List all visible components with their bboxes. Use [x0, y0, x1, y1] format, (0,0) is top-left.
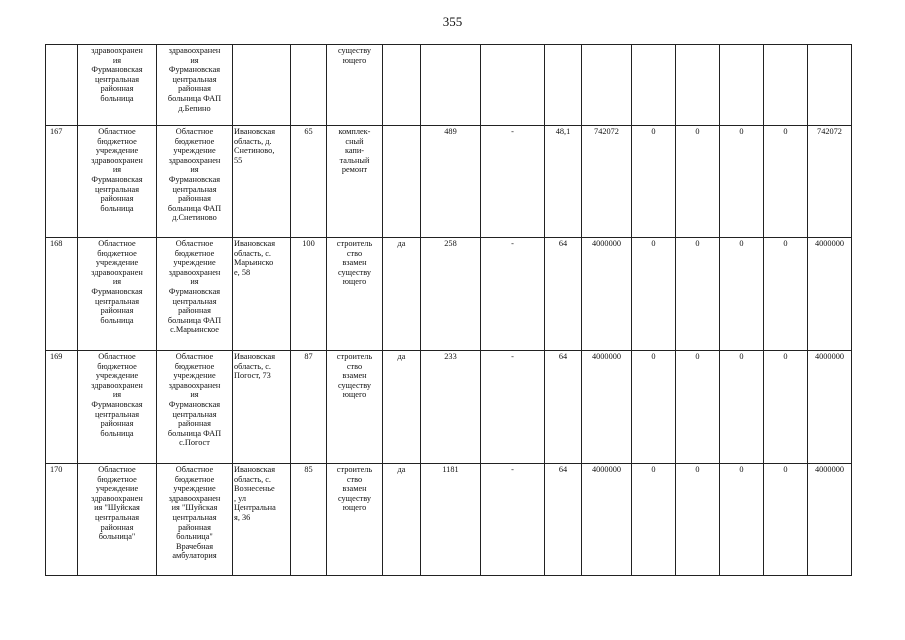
row-number: 169 — [46, 351, 78, 464]
value-c-cell: 0 — [720, 238, 764, 351]
organization-cell: здравоохранен ия Фурмановская центральная районная больница — [78, 45, 157, 126]
page-number: 355 — [442, 14, 463, 29]
flag-cell: да — [383, 351, 421, 464]
address-cell: Ивановская область, с. Вознесенье , ул Центральна я, 36 — [233, 464, 291, 576]
population-cell: 1181 — [421, 464, 481, 576]
row-number: 167 — [46, 126, 78, 238]
organization-cell: Областное бюджетное учреждение здравоохранен ия Фурмановская центральная районная больница — [78, 126, 157, 238]
work-type-cell: строитель ство взамен существу ющего — [327, 351, 383, 464]
organization-cell: Областное бюджетное учреждение здравоохранен ия Фурмановская центральная районная больница — [78, 238, 157, 351]
sum-cell: 4000000 — [808, 238, 852, 351]
value-d-cell — [764, 45, 808, 126]
percent-cell: 48,1 — [545, 126, 582, 238]
value-a-cell: 0 — [632, 464, 676, 576]
table-row — [46, 45, 852, 126]
total-cell: 4000000 — [582, 464, 632, 576]
dash-cell: - — [481, 351, 545, 464]
work-type-cell: комплек- сный капи- тальный ремонт — [327, 126, 383, 238]
table-row — [46, 126, 852, 238]
value-b-cell: 0 — [676, 351, 720, 464]
value-d-cell: 0 — [764, 464, 808, 576]
table-row — [46, 464, 852, 576]
total-cell: 742072 — [582, 126, 632, 238]
facilities-table — [45, 44, 852, 576]
population-cell: 489 — [421, 126, 481, 238]
percent-cell: 64 — [545, 238, 582, 351]
percent-cell — [545, 45, 582, 126]
table-row — [46, 351, 852, 464]
total-cell: 4000000 — [582, 351, 632, 464]
area-cell: 87 — [291, 351, 327, 464]
sum-cell: 742072 — [808, 126, 852, 238]
sum-cell: 4000000 — [808, 464, 852, 576]
percent-cell: 64 — [545, 464, 582, 576]
population-cell: 233 — [421, 351, 481, 464]
row-number: 168 — [46, 238, 78, 351]
work-type-cell: существу ющего — [327, 45, 383, 126]
flag-cell — [383, 126, 421, 238]
value-d-cell: 0 — [764, 351, 808, 464]
total-cell: 4000000 — [582, 238, 632, 351]
value-b-cell: 0 — [676, 464, 720, 576]
dash-cell: - — [481, 238, 545, 351]
value-a-cell — [632, 45, 676, 126]
area-cell: 65 — [291, 126, 327, 238]
area-cell — [291, 45, 327, 126]
address-cell: Ивановская область, д. Снетиново, 55 — [233, 126, 291, 238]
area-cell: 100 — [291, 238, 327, 351]
facility-cell: Областное бюджетное учреждение здравоохранен ия Фурмановская центральная районная больница ФАП с.Погост — [157, 351, 233, 464]
work-type-cell: строитель ство взамен существу ющего — [327, 238, 383, 351]
value-b-cell — [676, 45, 720, 126]
population-cell — [421, 45, 481, 126]
percent-cell: 64 — [545, 351, 582, 464]
value-b-cell: 0 — [676, 126, 720, 238]
flag-cell — [383, 45, 421, 126]
work-type-cell: строитель ство взамен существу ющего — [327, 464, 383, 576]
value-c-cell: 0 — [720, 126, 764, 238]
facility-cell: здравоохранен ия Фурмановская центральная районная больница ФАП д.Бепино — [157, 45, 233, 126]
value-a-cell: 0 — [632, 126, 676, 238]
value-d-cell: 0 — [764, 238, 808, 351]
flag-cell: да — [383, 464, 421, 576]
value-c-cell — [720, 45, 764, 126]
facility-cell: Областное бюджетное учреждение здравоохранен ия "Шуйская центральная районная больница" Врачебная амбулатория — [157, 464, 233, 576]
organization-cell: Областное бюджетное учреждение здравоохранен ия Фурмановская центральная районная больница — [78, 351, 157, 464]
sum-cell — [808, 45, 852, 126]
row-number — [46, 45, 78, 126]
population-cell: 258 — [421, 238, 481, 351]
sum-cell: 4000000 — [808, 351, 852, 464]
flag-cell: да — [383, 238, 421, 351]
value-d-cell: 0 — [764, 126, 808, 238]
address-cell — [233, 45, 291, 126]
dash-cell — [481, 45, 545, 126]
value-a-cell: 0 — [632, 238, 676, 351]
facility-cell: Областное бюджетное учреждение здравоохранен ия Фурмановская центральная районная больница ФАП с.Марьинское — [157, 238, 233, 351]
dash-cell: - — [481, 464, 545, 576]
table-row — [46, 238, 852, 351]
row-number: 170 — [46, 464, 78, 576]
value-a-cell: 0 — [632, 351, 676, 464]
dash-cell: - — [481, 126, 545, 238]
facility-cell: Областное бюджетное учреждение здравоохранен ия Фурмановская центральная районная больница ФАП д.Снетиново — [157, 126, 233, 238]
value-c-cell: 0 — [720, 351, 764, 464]
value-c-cell: 0 — [720, 464, 764, 576]
total-cell — [582, 45, 632, 126]
address-cell: Ивановская область, с. Марьинско е, 58 — [233, 238, 291, 351]
value-b-cell: 0 — [676, 238, 720, 351]
area-cell: 85 — [291, 464, 327, 576]
organization-cell: Областное бюджетное учреждение здравоохранен ия "Шуйская центральная районная больница" — [78, 464, 157, 576]
address-cell: Ивановская область, с. Погост, 73 — [233, 351, 291, 464]
